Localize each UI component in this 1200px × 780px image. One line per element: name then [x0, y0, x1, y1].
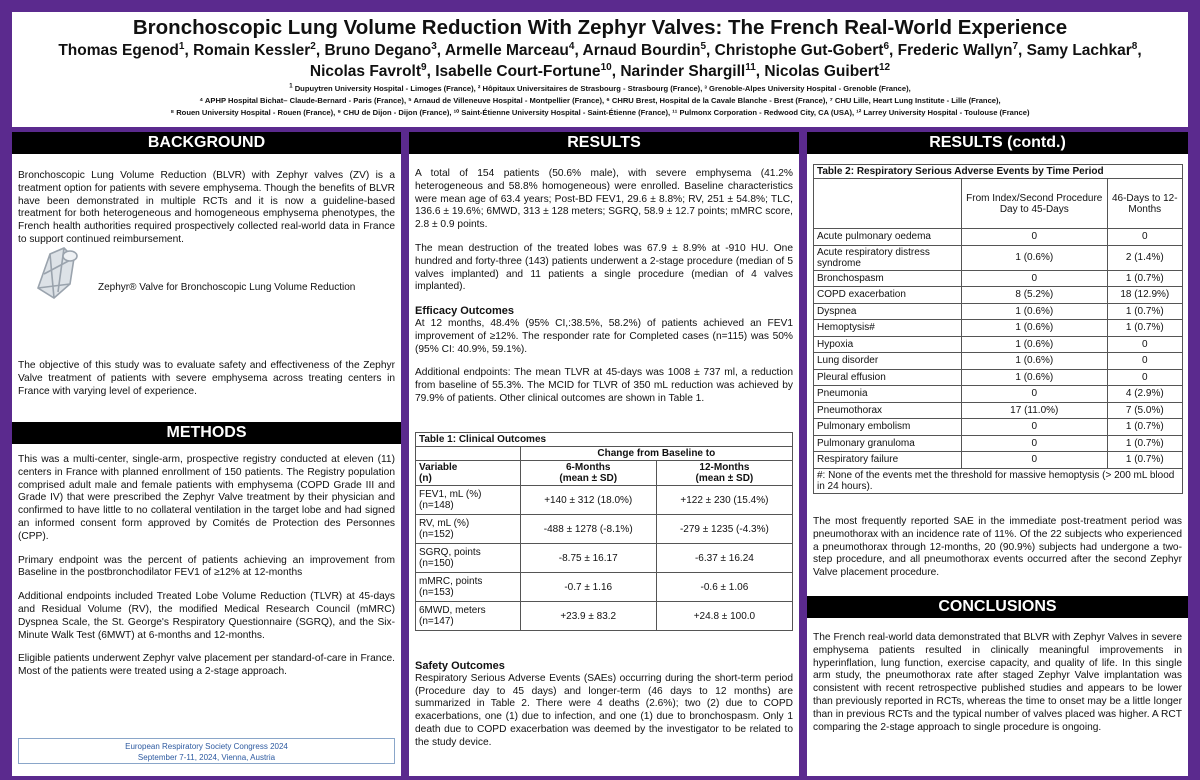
methods-text: This was a multi-center, single-arm, prospective registry conducted at eleven (11) centers in France with planned enrollment of 150 patients. The Registry population comprised adult male and female patients with emphysema (COPD Grade III and Grade IV) that were prescribed the Zephyr Valve treatment by their physician and confirmed to have little to no collateral ventilation in the target lobe and had signed an informed consent form approved by Comités de Protection des Personnes (CPP). Primary endpoint was the percent of patients achieving an improvement from Baseline in the postbronchodilator FEV1 of ≥12% at 12-months Additional endpoints included Treated Lobe Volume Reduction (TLVR) at 45-days and Residual Volume (RV), the modified Medical Research Council (mMRC) Dyspnea Scale, the St. George's Respiratory Questionnaire (SGRQ), and the Six-Minute Walk Test (6MWT) at 6-months and 12-months. Eligible patients underwent Zephyr valve placement per standard-of-care in France. Most of the patients were treated using a 2-stage approach. [18, 454, 395, 678]
author: Isabelle Court-Fortune$^{10}$ [435, 61, 612, 80]
table-row: Pulmonary embolism 0 1 (0.7%) [814, 419, 1183, 436]
author: Nicolas Favrolt$^9$ [309, 61, 427, 80]
table-row: Respiratory failure 0 1 (0.7%) [814, 452, 1183, 469]
author: Narinder Shargill$^{11}$ [620, 61, 756, 80]
table-row: Dyspnea 1 (0.6%) 1 (0.7%) [814, 303, 1183, 320]
objective-text: The objective of this study was to evaluate safety and effectiveness of the Zephyr Valve treatment of patients with severe emphysema across treating centers in France with varying level of experience. [18, 360, 395, 397]
conclusions-text: The French real-world data demonstrated that BLVR with Zephyr Valves in severe emphysema patients resulted in clinically meaningful improvements in hyperinflation, lung function, exercise capacity, and quality of life. In this single arm study, the pneumothorax rate after staged Zephyr Valve implantation was consistent with recent retrospective published studies and appears to be lower than previously reported in RCTs, whereas the time to onset may be a little longer than in previous RCTs and the typical number of valves placed was higher. A RCT comparing the 2-stage approach to single procedure is ongoing. [813, 632, 1182, 733]
table-row: Hypoxia 1 (0.6%) 0 [814, 336, 1183, 353]
author: Romain Kessler$^2$ [193, 40, 316, 59]
table-row: Hemoptysis# 1 (0.6%) 1 (0.7%) [814, 320, 1183, 337]
table-row: Acute respiratory distress syndrome 1 (0.6%) 2 (1.4%) [814, 245, 1183, 270]
background-text: Bronchoscopic Lung Volume Reduction (BLVR) with Zephyr valves (ZV) is a treatment option for patients with severe emphysema. Though the benefits of BLVR have been demonstrated in multiple RCTs and it is now a guideline-based treatment for both heterogeneous and homogeneous emphysema phenotypes, the French health authorities required prospectively collected real-world data in France to support continued reimbursement. [18, 170, 395, 245]
efficacy-heading: Efficacy Outcomes [415, 305, 515, 318]
six-month-header: 6-Months (mean ± SD) [520, 461, 656, 486]
poster-title: Bronchoscopic Lung Volume Reduction With Zephyr Valves: The French Real-World Experience [132, 16, 1068, 39]
table1-caption: Table 1: Clinical Outcomes [416, 433, 793, 447]
table-row: FEV1, mL (%) (n=148) +140 ± 312 (18.0%) +122 ± 230 (15.4%) [416, 486, 793, 515]
author: Christophe Gut-Gobert$^6$ [714, 40, 889, 59]
author: Samy Lachkar$^8$ [1026, 40, 1138, 59]
author: Armelle Marceau$^4$ [444, 40, 575, 59]
author: Thomas Egenod$^1$ [58, 40, 185, 59]
affiliation-line: ⁴ APHP Hospital Bichat– Claude-Bernard - Paris (France), ⁵ Arnaud de Villeneuve Hospital - Montpellier (France), ⁶ CHRU Brest, Hospital de la Cavale Blanche - Brest (France), ⁷ CHU Lille, Heart Lung Institute - Lille (France), [199, 96, 1001, 105]
table-row: 6MWD, meters (n=147) +23.9 ± 83.2 +24.8 ± 100.0 [416, 602, 793, 631]
safety-heading: Safety Outcomes [415, 660, 505, 672]
table-row: mMRC, points (n=153) -0.7 ± 1.16 -0.6 ± 1.06 [416, 573, 793, 602]
table-row: Pleural effusion 1 (0.6%) 0 [814, 369, 1183, 386]
results-heading: RESULTS [409, 132, 799, 154]
author-list: Thomas Egenod$^1$, Romain Kessler$^2$, Bruno Degano$^3$, Armelle Marceau$^4$, Arnaud Bourdin$^5$, Christophe Gut-Gobert$^6$, Frederic Wallyn$^7$, Samy Lachkar$^8$, Nicolas Favrolt$^9$, Isabelle Court-Fortune$^{10}$, Narinder Shargill$^{11}$, Nicolas Guibert$^{12}$ [58, 40, 1142, 80]
table2-footnote: #: None of the events met the threshold for massive hemoptysis (> 200 mL blood in 24 hours). [814, 468, 1183, 493]
table-row: Acute pulmonary oedema 0 0 [814, 229, 1183, 246]
right-column [807, 132, 1188, 776]
methods-heading: METHODS [12, 422, 401, 444]
change-header: Change from Baseline to [520, 447, 792, 461]
author: Frederic Wallyn$^7$ [897, 40, 1019, 59]
adverse-events-table [813, 164, 1183, 494]
left-column [12, 132, 401, 776]
middle-column [409, 132, 799, 776]
table-row: Lung disorder 1 (0.6%) 0 [814, 353, 1183, 370]
twelve-month-header: 12-Months (mean ± SD) [656, 461, 792, 486]
congress-box: European Respiratory Society Congress 2024 September 7-11, 2024, Vienna, Austria [18, 738, 395, 764]
affiliation-line: ⁸ Rouen University Hospital - Rouen (France), ⁹ CHU de Dijon - Dijon (France), ¹⁰ Saint-Étienne University Hospital - Saint-Étienne (France), ¹¹ Pulmonx Corporation - Redwood City, CA (USA), ¹² Larrey University Hospital - Toulouse (France) [170, 108, 1030, 117]
period2-header: 46-Days to 12-Months [1107, 179, 1182, 229]
results-contd-heading: RESULTS (contd.) [807, 132, 1188, 154]
table-row: Pneumonia 0 4 (2.9%) [814, 386, 1183, 403]
background-heading: BACKGROUND [12, 132, 401, 154]
valve-caption: Zephyr® Valve for Bronchoscopic Lung Volume Reduction [98, 282, 356, 293]
results-text: A total of 154 patients (50.6% male), with severe emphysema (41.2% heterogeneous and 58.8% homogeneous) were enrolled. Baseline characteristics were mean age of 63.4 years; Post-BD FEV1, 29.6 ± 8.8%; RV, 251 ± 54.8%; TLC, 136.6 ± 19.6%; 6MWD, 313 ± 128 meters; SGRQ, 58.9 ± 12.7 points; mMRC score, 2.8 ± 0.9 points. The mean destruction of the treated lobes was 67.9 ± 8.9% at -910 HU. One hundred and forty-three (143) patients underwent a 2-stage procedure (median of 5 valves implanted) and 11 patients a single procedure (median of 4 valves implanted). Efficacy Outcomes At 12 months, 48.4% (95% CI,:38.5%, 58.2%) of patients achieved an FEV1 improvement of ≥12%. The responder rate for Completed cases (n=115) was 50% (95% CI: 40.9%, 59.1%). Additional endpoints: The mean TLVR at 45-days was 1008 ± 737 ml, a reduction from baseline of 55.3%. The MCID for TLVR of 350 mL reduction was achieved by 79.9% of patients. Other clinical outcomes are shown in Table 1. [415, 168, 793, 404]
author: Arnaud Bourdin$^5$ [582, 40, 707, 59]
table-row: Pulmonary granuloma 0 1 (0.7%) [814, 435, 1183, 452]
results-contd-text: The most frequently reported SAE in the immediate post-treatment period was pneumothorax with an incidence rate of 11%. Of the 22 subjects who experienced a pneumothorax through 12-months, 20 (90.9%) subjects had undergone a two-step procedure, and all pneumothorax events occurred after the second Zephyr Valve placement procedure. [813, 516, 1182, 579]
author: Bruno Degano$^3$ [324, 40, 437, 59]
affiliation-line: $^1$ Dupuytren University Hospital - Limoges (France), ² Hôpitaux Universitaires de Strasbourg - Strasbourg (France), ³ Grenoble-Alpes University Hospital - Grenoble (France), [289, 83, 911, 93]
author: Nicolas Guibert$^{12}$ [764, 61, 891, 80]
clinical-outcomes-table [415, 432, 793, 631]
conclusions-heading: CONCLUSIONS [807, 596, 1188, 618]
poster-header [12, 12, 1188, 127]
table-row: RV, mL (%) (n=152) -488 ± 1278 (-8.1%) -279 ± 1235 (-4.3%) [416, 515, 793, 544]
table-row: Bronchospasm 0 1 (0.7%) [814, 270, 1183, 287]
zephyr-valve-image [30, 244, 82, 304]
table-row: SGRQ, points (n=150) -8.75 ± 16.17 -6.37 ± 16.24 [416, 544, 793, 573]
safety-text: Safety Outcomes Respiratory Serious Adverse Events (SAEs) occurring during the short-term period (Procedure day to 45 days) and longer-term (46 days to 12 months) are summarized in Table 2. There were 4 deaths (2.6%); two (2) due to COPD exacerbations, one (1) due to infection, and one (1) due to bronchospasm. Only 1 death due to COPD exacerbation was deemed by the investigator to be related to the study device. [415, 660, 793, 748]
table2-caption: Table 2: Respiratory Serious Adverse Events by Time Period [814, 165, 1183, 179]
table-row: Pneumothorax 17 (11.0%) 7 (5.0%) [814, 402, 1183, 419]
table-row: COPD exacerbation 8 (5.2%) 18 (12.9%) [814, 287, 1183, 304]
period1-header: From Index/Second Procedure Day to 45-Days [962, 179, 1108, 229]
variable-header: Variable (n) [416, 461, 521, 486]
